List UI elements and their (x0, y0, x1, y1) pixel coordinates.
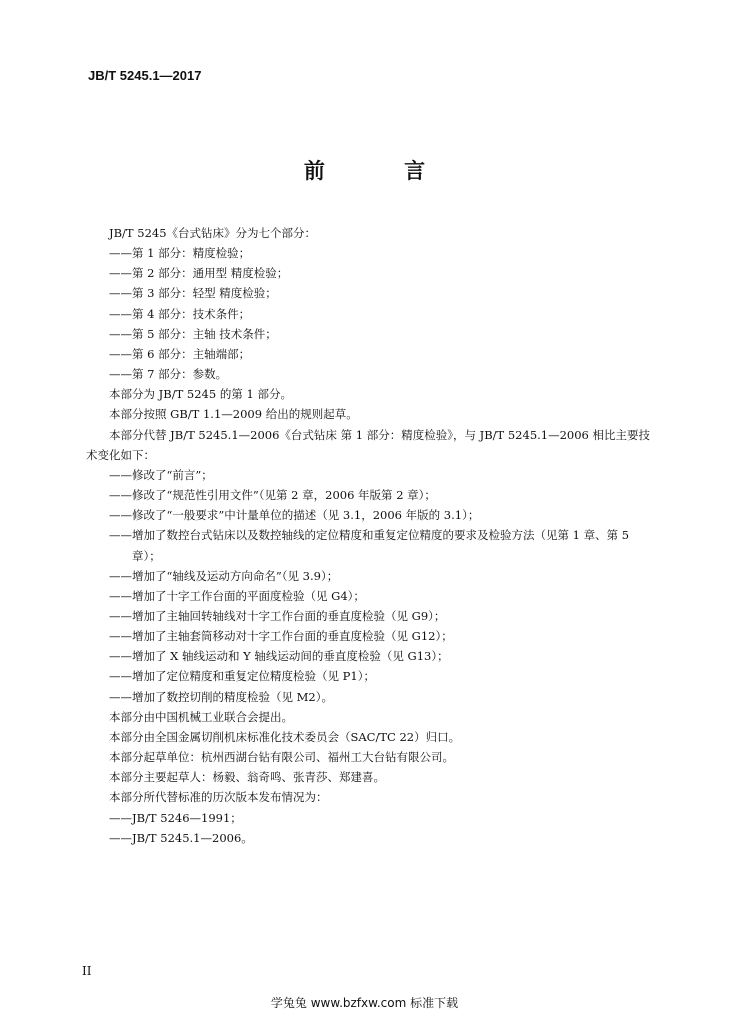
part-item: ——第 2 部分：通用型 精度检验； (109, 266, 289, 281)
part-item: ——第 4 部分：技术条件； (109, 306, 251, 321)
part-item: ——第 6 部分：主轴端部； (109, 346, 251, 361)
change-item: ——增加了数控台式钻床以及数控轴线的定位精度和重复定位精度的要求及检验方法（见第 1 章、第 5 章）； (109, 528, 630, 563)
part-item: ——第 3 部分：轻型 精度检验； (109, 286, 277, 301)
paragraph-drafting-rules: 本部分按照 GB/T 1.1—2009 给出的规则起草。 (109, 407, 358, 422)
history-item: ——JB/T 5246—1991； (109, 810, 242, 825)
part-item: ——第 1 部分：精度检验； (109, 246, 251, 261)
page-number: II (82, 964, 92, 978)
foreword-body (86, 223, 652, 848)
page-title: 前 言 (303, 159, 462, 183)
change-item: ——增加了数控切削的精度检验（见 M2）。 (109, 689, 333, 704)
paragraph-drafting-units: 本部分起草单位：杭州西湖台钻有限公司、福州工大台钻有限公司。 (109, 750, 454, 765)
change-item: ——增加了十字工作台面的平面度检验（见 G4）； (109, 588, 365, 603)
paragraph-history: 本部分所代替标准的历次版本发布情况为： (109, 790, 328, 805)
change-item: ——增加了主轴回转轴线对十字工作台面的垂直度检验（见 G9）； (109, 608, 446, 623)
paragraph-proposer: 本部分由中国机械工业联合会提出。 (109, 709, 293, 724)
part-item: ——第 5 部分：主轴 技术条件； (109, 326, 277, 341)
standard-code: JB/T 5245.1—2017 (88, 68, 202, 83)
watermark-footer: 学兔兔 www.bzfxw.com 标准下载 (270, 996, 459, 1010)
change-item: ——增加了定位精度和重复定位精度检验（见 P1）； (109, 669, 375, 684)
intro-paragraph: JB/T 5245《台式钻床》分为七个部分： (109, 226, 317, 240)
paragraph-drafters: 本部分主要起草人：杨毅、翁奇鸣、张青莎、郑建喜。 (109, 770, 385, 785)
part-item: ——第 7 部分：参数。 (109, 367, 228, 382)
change-item: ——增加了 X 轴线运动和 Y 轴线运动间的垂直度检验（见 G13）； (109, 649, 449, 664)
paragraph-part-scope: 本部分为 JB/T 5245 的第 1 部分。 (109, 387, 292, 402)
paragraph-committee: 本部分由全国金属切削机床标准化技术委员会（SAC/TC 22）归口。 (109, 729, 461, 744)
change-item: ——增加了主轴套筒移动对十字工作台面的垂直度检验（见 G12）； (109, 629, 453, 644)
change-item: ——增加了“轴线及运动方向命名”（见 3.9）； (109, 568, 339, 583)
change-item: ——修改了“前言”； (109, 467, 213, 482)
change-item: ——修改了“规范性引用文件”（见第 2 章，2006 年版第 2 章）； (109, 488, 436, 503)
history-item: ——JB/T 5245.1—2006。 (109, 830, 253, 845)
change-item: ——修改了“一般要求”中计量单位的描述（见 3.1，2006 年版的 3.1）； (109, 508, 480, 523)
paragraph-replacement: 本部分代替 JB/T 5245.1—2006《台式钻床 第 1 部分：精度检验》，与 JB/T 5245.1—2006 相比主要技术变化如下： (86, 427, 651, 462)
